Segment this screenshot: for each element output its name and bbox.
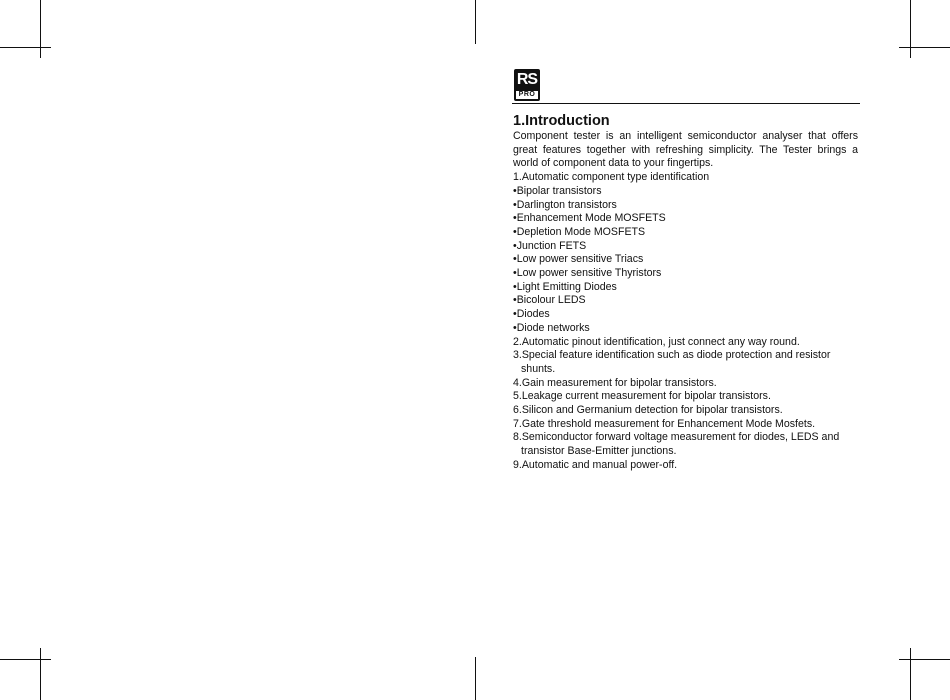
list-item: 7.Gate threshold measurement for Enhancement Mode Mosfets. xyxy=(513,417,816,430)
bullet-item: •Depletion Mode MOSFETS xyxy=(513,225,646,238)
crop-mark xyxy=(0,47,51,48)
logo-pro-text: PRO xyxy=(516,91,538,99)
list-item: 2.Automatic pinout identification, just connect any way round. xyxy=(513,335,800,348)
crop-mark xyxy=(910,0,911,58)
crop-mark xyxy=(40,648,41,700)
list-item: 5.Leakage current measurement for bipolar transistors. xyxy=(513,390,771,403)
crop-mark xyxy=(899,47,950,48)
bullet-item: •Junction FETS xyxy=(513,239,587,252)
logo-rs-text: RS xyxy=(516,71,538,88)
intro-paragraph: Component tester is an intelligent semiconductor analyser that offers great features together with refreshing simplicity. The Tester brings a world of component data to your fingertips. xyxy=(513,130,858,170)
bullet-item: •Diodes xyxy=(513,308,550,321)
bullet-item: •Enhancement Mode MOSFETS xyxy=(513,212,666,225)
bullet-item: •Diode networks xyxy=(513,321,590,334)
list-item: 6.Silicon and Germanium detection for bipolar transistors. xyxy=(513,404,783,417)
list-item-continuation: transistor Base-Emitter junctions. xyxy=(521,445,677,458)
bullet-item: •Light Emitting Diodes xyxy=(513,280,617,293)
crop-mark xyxy=(475,0,476,44)
section-heading: 1.Introduction xyxy=(513,113,610,129)
list-item-continuation: shunts. xyxy=(521,362,556,375)
header-rule xyxy=(512,103,860,104)
bullet-item: •Bipolar transistors xyxy=(513,184,602,197)
bullet-item: •Bicolour LEDS xyxy=(513,294,586,307)
list-item: 9.Automatic and manual power-off. xyxy=(513,458,678,471)
bullet-item: •Low power sensitive Triacs xyxy=(513,253,644,266)
bullet-item: •Low power sensitive Thyristors xyxy=(513,267,662,280)
list-item: 4.Gain measurement for bipolar transistors. xyxy=(513,376,717,389)
crop-mark xyxy=(40,0,41,58)
list-item: 8.Semiconductor forward voltage measurement for diodes, LEDS and xyxy=(513,431,840,444)
crop-mark xyxy=(899,659,950,660)
crop-mark xyxy=(910,648,911,700)
rs-pro-logo xyxy=(514,69,540,101)
section-body xyxy=(513,130,858,473)
crop-mark xyxy=(475,657,476,700)
bullet-item: •Darlington transistors xyxy=(513,198,617,211)
list-item: 3.Special feature identification such as diode protection and resistor xyxy=(513,349,831,362)
crop-mark xyxy=(0,659,51,660)
list-item: 1.Automatic component type identification xyxy=(513,171,710,184)
